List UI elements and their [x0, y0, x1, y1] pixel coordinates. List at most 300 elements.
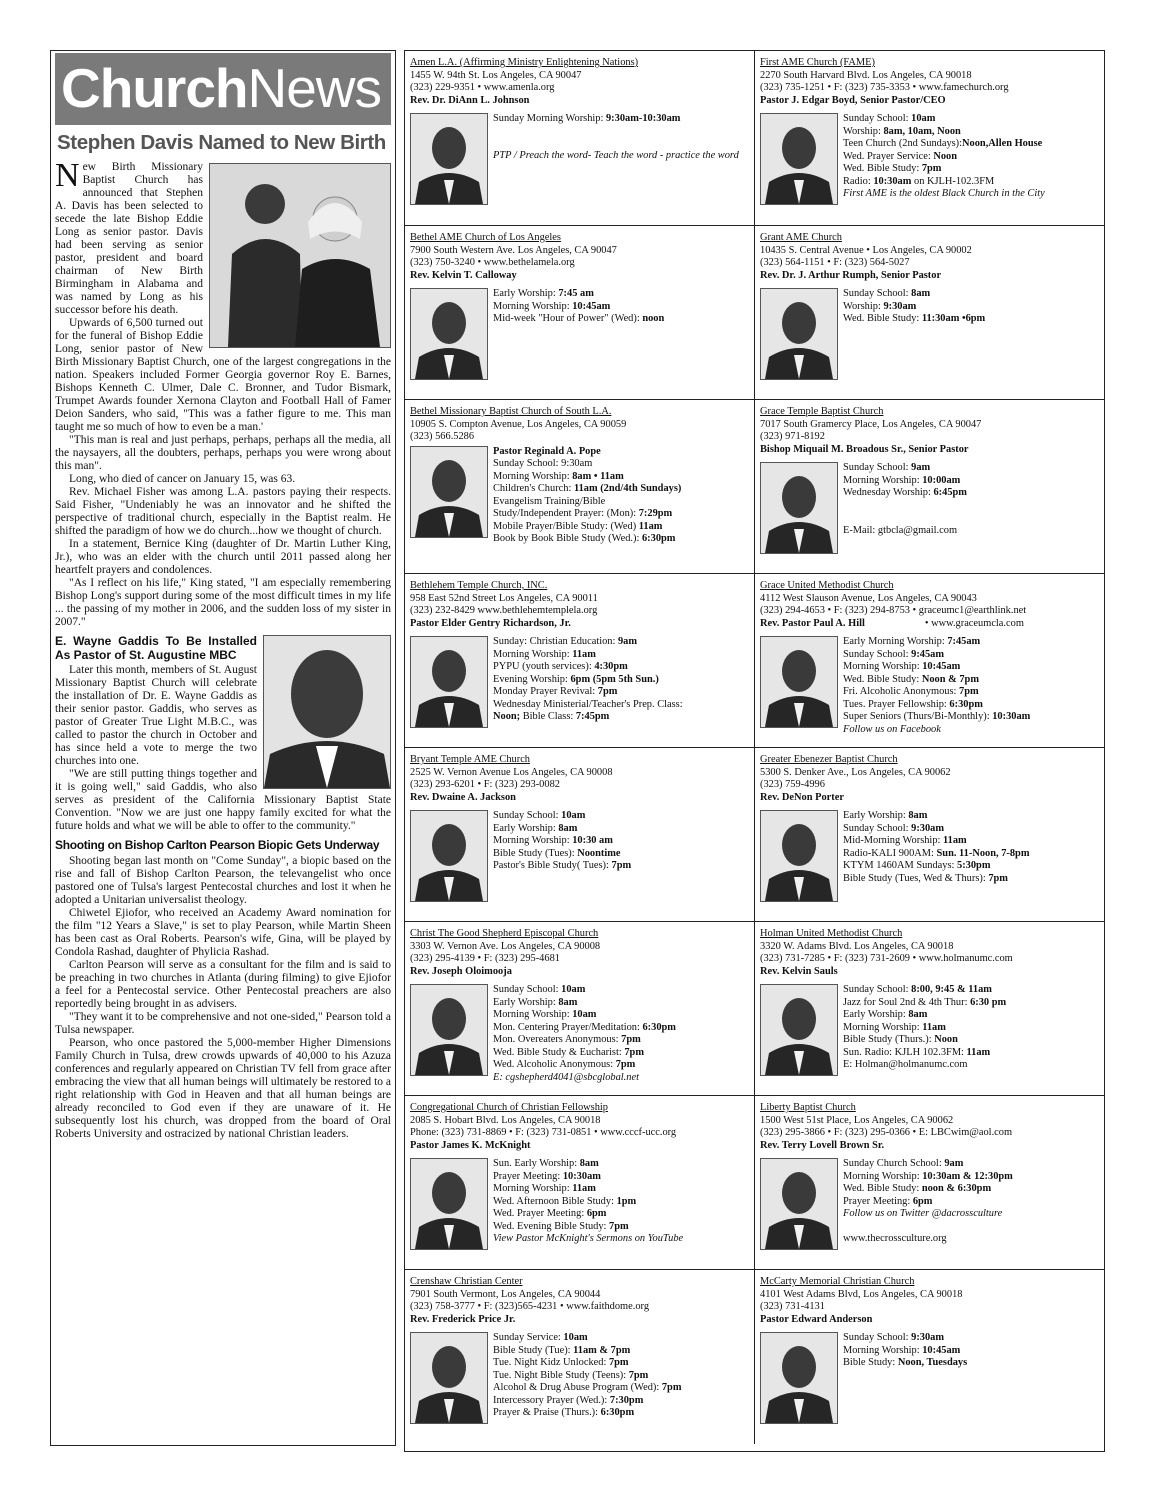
schedule-row	[493, 1407, 750, 1420]
schedule-time: 10:30 am	[572, 835, 613, 846]
schedule-label: Morning Worship:	[843, 1344, 923, 1356]
pastor-name	[410, 95, 750, 108]
church-name[interactable]: Congregational Church of Christian Fellowship	[410, 1102, 608, 1113]
church-contact-line: 2270 South Harvard Blvd. Los Angeles, CA 90018	[760, 69, 972, 81]
church-contact-line: (323) 293-6201 • F: (323) 293-0082	[410, 779, 560, 790]
pastor-name-text: Rev. Kelvin Sauls	[760, 965, 838, 977]
schedule-label: Sunday School:	[843, 462, 912, 473]
church-card	[755, 1096, 1105, 1270]
schedule-label: Morning Worship:	[493, 1009, 573, 1020]
schedule-label: Morning Worship:	[843, 661, 923, 672]
schedule-label: Children's Church:	[493, 483, 574, 494]
service-schedule	[843, 1158, 1101, 1250]
schedule-time: 7:45 am	[558, 288, 594, 299]
church-contact-line: 958 East 52nd Street Los Angeles, CA 90011	[410, 592, 598, 604]
schedule-row	[493, 288, 750, 301]
church-contact-line: (323) 295-4139 • F: (323) 295-4681	[410, 953, 560, 964]
schedule-time: 10:45am	[922, 1344, 961, 1356]
schedule-label: Morning Worship:	[493, 1183, 573, 1194]
schedule-time: 7pm	[611, 860, 632, 871]
schedule-suffix: on KJLH-102.3FM	[911, 175, 995, 187]
church-card	[405, 574, 755, 748]
church-name[interactable]: First AME Church (FAME)	[760, 57, 875, 68]
schedule-time: 7pm	[624, 1046, 644, 1058]
service-schedule	[493, 810, 750, 902]
schedule-time: 5:30pm	[957, 860, 991, 871]
church-name[interactable]: Grant AME Church	[760, 232, 842, 243]
schedule-row	[843, 1183, 1101, 1196]
schedule-label: Evening Worship:	[493, 673, 571, 685]
schedule-row	[843, 462, 1101, 475]
schedule-time: 8am	[579, 1158, 599, 1169]
schedule-time: Sun. 11-Noon, 7-8pm	[936, 847, 1030, 859]
pastor-photo	[760, 288, 838, 380]
schedule-time: Noon	[934, 1034, 958, 1045]
pastor-portrait-icon	[761, 463, 837, 553]
schedule-time: 10am	[563, 1332, 588, 1343]
schedule-label: Sunday School:	[493, 984, 562, 995]
schedule-row	[493, 1059, 750, 1072]
pastor-name-text: Pastor J. Edgar Boyd, Senior Pastor/CEO	[760, 94, 946, 106]
photo-gaddis	[263, 635, 391, 789]
schedule-row	[843, 500, 1101, 513]
article-paragraph: Rev. Michael Fisher was among L.A. pastors paying their respects. Said Fisher, "Undeniably he was an innovator and he shifted the perspective of traditional church, especially in the Baptist realm. He shifted the paradigm of how we do church...how we thought of church.	[55, 486, 391, 537]
schedule-time: 7pm	[628, 1369, 649, 1381]
church-card	[755, 51, 1105, 226]
pastor-name	[410, 1314, 750, 1327]
schedule-row	[843, 475, 1101, 488]
service-schedule	[493, 288, 750, 380]
schedule-label: Morning Worship:	[843, 474, 923, 486]
pastor-photo	[410, 1332, 488, 1424]
schedule-time: 10:30am	[992, 711, 1031, 722]
schedule-time: 8am	[558, 996, 578, 1008]
schedule-time: 8am	[911, 288, 931, 299]
church-body	[410, 446, 750, 546]
pastor-name-text: Rev. Kelvin T. Calloway	[410, 269, 517, 281]
church-contact-line: 7900 South Western Ave. Los Angeles, CA 90047	[410, 244, 617, 256]
schedule-row	[843, 686, 1101, 699]
schedule-row	[493, 835, 750, 848]
schedule-time: 7pm	[615, 1059, 636, 1070]
schedule-time: 6:30pm	[641, 533, 676, 544]
schedule-row	[493, 674, 750, 687]
schedule-row	[843, 674, 1101, 687]
schedule-label: Wed. Prayer Meeting:	[493, 1208, 587, 1219]
church-name[interactable]: Christ The Good Shepherd Episcopal Church	[410, 928, 599, 939]
pastor-photo	[760, 1332, 838, 1424]
article-paragraph: Upwards of 6,500 turned out for the funeral of Bishop Eddie Long, senior pastor of New Birth Missionary Baptist Church, one of the largest congregations in the nation. Speakers included Former Georgia governor Roy E. Barnes, Bishops Kenneth C. Ulmer, Dale C. Bronner, and Tudor Bismark, Trumpet Awards founder Xernona Clayton and Football Hall of Famer Deion Sanders, who said, "This was a father figure to me. This man taught me so much of how to even be a man.'	[55, 317, 391, 433]
schedule-label: Study/Independent Prayer: (Mon):	[493, 508, 639, 519]
pastor-photo	[410, 810, 488, 902]
schedule-time: 7:45am	[947, 636, 981, 647]
church-card	[755, 1270, 1105, 1444]
schedule-suffix: Bible Class:	[520, 711, 576, 722]
schedule-row	[843, 1357, 1101, 1370]
schedule-time: 6:45pm	[933, 487, 967, 498]
pastor-portrait-icon	[411, 114, 487, 204]
church-body	[760, 1158, 1101, 1250]
schedule-label: Pastor's Bible Study( Tues):	[493, 860, 612, 871]
schedule-row	[843, 1158, 1101, 1171]
schedule-time: 10:45am	[922, 661, 961, 672]
schedule-label: Wed. Afternoon Bible Study:	[493, 1195, 617, 1207]
schedule-row	[493, 458, 750, 471]
pastor-portrait-icon	[411, 1159, 487, 1249]
schedule-label: Sunday: Christian Education:	[493, 636, 618, 647]
church-contact-line: 2525 W. Vernon Avenue Los Angeles, CA 90008	[410, 766, 613, 778]
pastor-portrait-icon	[761, 1333, 837, 1423]
schedule-time: 4:30pm	[594, 661, 628, 672]
schedule-label: Bible Study (Tues):	[493, 847, 578, 859]
schedule-row	[493, 1382, 750, 1395]
church-contact-line: (323) 294-4653 • F: (323) 294-8753 • graceumc1@earthlink.net	[760, 605, 1027, 616]
church-contact-line: (323) 735-1251 • F: (323) 735-3353 • www.famechurch.org	[760, 82, 1009, 93]
church-contact-line: 10905 S. Compton Avenue, Los Angeles, CA 90059	[410, 418, 627, 430]
pastor-name-text: Pastor James K. McKnight	[410, 1139, 531, 1151]
schedule-row	[493, 984, 750, 997]
schedule-label: Sunday School:	[843, 984, 912, 995]
service-schedule	[493, 636, 750, 728]
schedule-label: Jazz for Soul 2nd & 4th Thur:	[843, 996, 971, 1008]
masthead	[55, 53, 391, 125]
church-name[interactable]: McCarty Memorial Christian Church	[760, 1276, 915, 1287]
church-body	[760, 1332, 1101, 1424]
church-name[interactable]: Grace United Methodist Church	[760, 580, 894, 591]
schedule-label: Early Morning Worship:	[843, 636, 948, 647]
church-contact-line: 10435 S. Central Avenue • Los Angeles, CA 90002	[760, 244, 972, 256]
main-headline: Stephen Davis Named to New Birth	[57, 131, 386, 154]
schedule-row	[843, 487, 1101, 500]
article-paragraph: Shooting began last month on "Come Sunday", a biopic based on the rise and fall of Bishop Carlton Pearson, the televangelist who once pastored one of Tulsa's largest Pentecostal churches and lost it when he adopted a Unitarian universalist theology.	[55, 854, 391, 906]
schedule-label: Early Worship:	[493, 822, 559, 834]
church-note: E: cgshepherd4041@sbcglobal.net	[493, 1071, 639, 1083]
schedule-row	[843, 1171, 1101, 1184]
church-body	[760, 288, 1101, 380]
schedule-time: Noon & 7pm	[921, 673, 979, 685]
pastor-photo	[410, 446, 488, 538]
church-contact-line: (323) 566.5286	[410, 431, 475, 442]
schedule-label: Sunday School:	[843, 113, 912, 124]
schedule-time: 11:30am •6pm	[921, 313, 986, 324]
church-contact-line: (323) 232-8429 www.bethlehemtemplela.org	[410, 605, 598, 616]
church-card	[755, 574, 1105, 748]
schedule-label: Intercessory Prayer (Wed.):	[493, 1394, 610, 1406]
schedule-row	[843, 1196, 1101, 1209]
pastor-name-text: Pastor Elder Gentry Richardson, Jr.	[410, 617, 571, 629]
pastor-portrait-icon	[411, 811, 487, 901]
church-name[interactable]: Bryant Temple AME Church	[410, 754, 530, 765]
schedule-time: 9am	[911, 462, 931, 473]
church-contact-line: 4112 West Slauson Avenue, Los Angeles, CA 90043	[760, 592, 977, 604]
article-paragraph: ew Birth Missionary Baptist Church has announced that Stephen A. Davis has been selected to secede the late Bishop Eddie Long as senior pastor. Davis had been serving as senior pastor, president and board chairman of New Birth Birmingham in Alabama and was named by Long as his successor before his death.	[55, 161, 203, 316]
schedule-row	[493, 1158, 750, 1171]
service-schedule	[493, 446, 750, 546]
church-card	[405, 400, 755, 574]
article-paragraph: Pearson, who once pastored the 5,000-member Higher Dimensions Family Church in Tulsa, drew crowds upwards of 40,000 to his Azuza conferences and regularly appeared on Christian TV fell from grace after embracing the view that all human beings will ultimately be restored to a right relationship with God in Heaven and that all human beings are already reconciled to God even if they are unaware of it. He subsequently lost his church, was dropped from the board of Oral Roberts University and ostracized by national Christian leaders.	[55, 1036, 391, 1140]
schedule-time: 11am & 7pm	[573, 1344, 631, 1356]
schedule-time: 6pm	[586, 1208, 607, 1219]
schedule-time: 9am	[617, 636, 638, 647]
pastor-name	[410, 792, 750, 805]
church-contact-line: 3320 W. Adams Blvd. Los Angeles, CA 90018	[760, 940, 954, 952]
church-contact-line: 2085 S. Hobart Blvd. Los Angeles, CA 90018	[410, 1114, 601, 1126]
schedule-row	[843, 848, 1101, 861]
schedule-time: noon	[642, 313, 665, 324]
church-body	[410, 1332, 750, 1424]
pastor-name	[760, 444, 1101, 457]
schedule-time: 11am	[943, 835, 967, 846]
pastor-name-text: Rev. Frederick Price Jr.	[410, 1313, 516, 1325]
pastor-name	[410, 966, 750, 979]
schedule-time: 6:30pm	[642, 1021, 676, 1033]
article-paragraph: Long, who died of cancer on January 15, was 63.	[69, 473, 296, 485]
pastor-portrait-icon	[411, 985, 487, 1075]
church-note: PTP / Preach the word- Teach the word - practice the word	[493, 150, 739, 161]
church-name[interactable]: Grace Temple Baptist Church	[760, 406, 884, 417]
article2-title: E. Wayne Gaddis To Be Installed As Pastor of St. Augustine MBC	[55, 634, 257, 662]
schedule-row	[843, 176, 1101, 189]
schedule-time: 1pm	[616, 1195, 637, 1207]
schedule-label: Worship:	[843, 300, 884, 312]
schedule-time: Noon	[933, 150, 958, 162]
church-contact-line: (323) 758-3777 • F: (323)565-4231 • www.faithdome.org	[410, 1301, 650, 1312]
pastor-portrait-icon	[761, 637, 837, 727]
schedule-row	[843, 288, 1101, 301]
schedule-time: 8am	[908, 810, 928, 821]
church-contact-line: 7901 South Vermont, Los Angeles, CA 90044	[410, 1288, 601, 1300]
schedule-time: 10:30am & 12:30pm	[922, 1170, 1013, 1182]
schedule-time: 11am	[572, 1183, 596, 1194]
schedule-row	[843, 301, 1101, 314]
schedule-label: Morning Worship:	[493, 300, 573, 312]
schedule-row	[843, 711, 1101, 724]
church-name[interactable]: Liberty Baptist Church	[760, 1102, 856, 1113]
schedule-label: Sunday Church School:	[843, 1158, 945, 1169]
pastor-photo	[410, 113, 488, 205]
schedule-time: Noon,Allen House	[962, 138, 1043, 149]
schedule-label: Mid-Morning Worship:	[843, 835, 943, 846]
schedule-label: Tue. Night Kidz Unlocked:	[493, 1357, 609, 1368]
schedule-label: Morning Worship:	[493, 470, 573, 482]
pastor-photo	[410, 1158, 488, 1250]
church-contact-line: 1455 W. 94th St. Los Angeles, CA 90047	[410, 69, 582, 81]
schedule-row	[843, 699, 1101, 712]
church-card	[405, 226, 755, 400]
schedule-row	[493, 711, 750, 724]
schedule-row	[843, 860, 1101, 873]
schedule-row	[843, 1345, 1101, 1358]
schedule-time: 9:30am	[883, 300, 917, 312]
schedule-row	[843, 1332, 1101, 1345]
church-name[interactable]: Amen L.A. (Affirming Ministry Enlightening Nations)	[410, 57, 639, 68]
schedule-label: Evangelism Training/Bible	[493, 495, 606, 507]
schedule-row	[843, 138, 1101, 151]
schedule-row	[843, 823, 1101, 836]
schedule-time: 11am	[966, 1046, 991, 1058]
article-paragraph: "As I reflect on his life," King stated, "I am especially remembering Bishop Long's support during some of the most difficult times in my life ... the passing of my mother in 2006, and the sudden loss of my sister in 2007."	[55, 577, 391, 628]
church-contact-line: (323) 750-3240 • www.bethelamela.org	[410, 257, 575, 268]
church-name[interactable]: Holman United Methodist Church	[760, 928, 903, 939]
masthead-light: News	[247, 57, 382, 119]
schedule-label: Morning Worship:	[493, 835, 573, 846]
schedule-label: Teen Church (2nd Sundays):	[843, 138, 963, 149]
schedule-label: Early Worship:	[843, 1009, 909, 1020]
church-note: First AME is the oldest Black Church in the City	[843, 188, 1045, 199]
schedule-row	[843, 163, 1101, 176]
church-contact-line: (323) 759-4996	[760, 779, 825, 790]
main-article	[55, 157, 391, 1141]
schedule-label: Wed. Bible Study:	[843, 1183, 922, 1194]
schedule-time: 7pm	[597, 686, 618, 697]
schedule-label: KTYM 1460AM Sundays:	[843, 860, 958, 871]
schedule-label: Monday Prayer Revival:	[493, 686, 598, 697]
schedule-label: Mobile Prayer/Bible Study: (Wed)	[493, 520, 639, 532]
schedule-row	[493, 471, 750, 484]
pastor-portrait-icon	[411, 289, 487, 379]
schedule-label: Bible Study:	[843, 1357, 898, 1368]
schedule-row	[493, 1208, 750, 1221]
church-note: Follow us on Facebook	[843, 723, 941, 735]
schedule-label: Prayer Meeting:	[493, 1170, 563, 1182]
schedule-time: 7:29pm	[638, 508, 673, 519]
schedule-time: 11am	[572, 648, 596, 660]
church-body	[760, 113, 1101, 205]
schedule-label: Early Worship:	[493, 288, 559, 299]
schedule-time: 9am	[944, 1158, 964, 1169]
schedule-time: 11am (2nd/4th Sundays)	[573, 483, 682, 494]
schedule-row	[493, 823, 750, 836]
schedule-label: Early Worship:	[843, 810, 909, 821]
schedule-row	[493, 649, 750, 662]
church-name[interactable]: Bethel Missionary Baptist Church of South L.A.	[410, 406, 612, 417]
schedule-time: 7pm	[921, 163, 942, 174]
church-body	[410, 810, 750, 902]
schedule-time: 9:30am-10:30am	[605, 113, 681, 124]
schedule-label: Early Worship:	[493, 996, 559, 1008]
pastor-portrait-icon	[761, 289, 837, 379]
schedule-label: Prayer Meeting:	[843, 1195, 913, 1207]
schedule-time: 7:30pm	[609, 1394, 644, 1406]
schedule-row	[493, 848, 750, 861]
schedule-row	[843, 997, 1101, 1010]
schedule-time: 10:30am	[873, 175, 912, 187]
article-paragraph: In a statement, Bernice King (daughter of Dr. Martin Luther King, Jr.), who was an elder with the church until 2011 passed along her heartfelt prayers and condolences.	[55, 538, 391, 576]
pastor-portrait-icon	[761, 114, 837, 204]
schedule-row	[493, 1022, 750, 1035]
church-name[interactable]: Bethlehem Temple Church, INC.	[410, 580, 548, 591]
schedule-label: Morning Worship:	[843, 1170, 923, 1182]
church-contact-line: (323) 971-8192	[760, 431, 825, 442]
church-website: • www.graceumcla.com	[924, 617, 1024, 629]
service-schedule	[843, 462, 1101, 554]
schedule-row	[493, 1034, 750, 1047]
pastor-name	[760, 1140, 1101, 1153]
schedule-label: PYPU (youth services):	[493, 661, 595, 672]
pastor-portrait-icon	[411, 637, 487, 727]
schedule-time: 7:45pm	[575, 711, 610, 722]
schedule-time: 7pm	[621, 1034, 641, 1045]
schedule-time: 11am	[638, 520, 663, 532]
schedule-label: Wed. Alcoholic Anonymous:	[493, 1059, 616, 1070]
church-contact-line: Phone: (323) 731-8869 • F: (323) 731-0851 • www.cccf-ucc.org	[410, 1127, 677, 1138]
pastor-name-text: Pastor Edward Anderson	[760, 1313, 873, 1325]
schedule-time: 6:30 pm	[970, 996, 1007, 1008]
service-schedule	[493, 1332, 750, 1424]
schedule-row	[493, 508, 750, 521]
church-name[interactable]: Crenshaw Christian Center	[410, 1276, 523, 1287]
church-card	[755, 748, 1105, 922]
church-card	[405, 748, 755, 922]
church-card	[405, 922, 755, 1096]
pastor-name	[410, 618, 750, 631]
schedule-time: 8am, 10am, Noon	[883, 125, 961, 137]
news-column	[50, 50, 396, 1446]
schedule-label: Sunday School:	[843, 288, 912, 299]
schedule-row	[493, 661, 750, 674]
church-body	[760, 984, 1101, 1076]
article-paragraph: Chiwetel Ejiofor, who received an Academy Award nomination for the film "12 Years a Slave," is set to play Pearson, while Martin Sheen has been cast as Oral Roberts. Pearson's wife, Gina, will be played by Condola Rashad, daughter of Phylicia Rashad.	[55, 906, 391, 958]
church-contact-line: (323) 731-4131	[760, 1301, 825, 1312]
pastor-name-text: Rev. Dr. DiAnn L. Johnson	[410, 94, 530, 106]
schedule-row	[493, 699, 750, 712]
schedule-row	[843, 984, 1101, 997]
schedule-row	[493, 1196, 750, 1209]
church-body	[760, 462, 1101, 554]
schedule-time: 6:30pm	[949, 698, 983, 710]
schedule-row	[493, 1345, 750, 1358]
schedule-label: Sunday School:	[843, 648, 912, 660]
schedule-time: Noon, Tuesdays	[897, 1357, 968, 1368]
schedule-row	[493, 1047, 750, 1060]
pastor-portrait-icon	[411, 447, 487, 537]
church-body	[760, 810, 1101, 902]
church-contact-line: 7017 South Gramercy Place, Los Angeles, CA 90047	[760, 418, 982, 430]
schedule-time: 9:30am	[911, 1332, 945, 1343]
article-paragraph: "This man is real and just perhaps, perhaps, perhaps all the media, all the naysayers, all the doubters, perhaps, perhaps you were wrong about this man".	[55, 434, 391, 472]
schedule-label: Wednesday Worship:	[843, 487, 934, 498]
church-contact-line: (323) 731-7285 • F: (323) 731-2609 • www.holmanumc.com	[760, 953, 1013, 964]
schedule-label: Fri. Alcoholic Anonymous:	[843, 686, 960, 697]
pastor-photo	[760, 462, 838, 554]
pastor-name-text: Rev. Dwaine A. Jackson	[410, 791, 516, 803]
church-body	[760, 636, 1101, 736]
pastor-photo	[410, 984, 488, 1076]
schedule-row	[493, 1332, 750, 1345]
schedule-time: 9:30am	[911, 822, 945, 834]
church-website[interactable]: www.thecrossculture.org	[843, 1232, 947, 1244]
service-schedule	[843, 113, 1101, 205]
schedule-label: Sunday Morning Worship:	[493, 113, 606, 124]
schedule-label: Wed. Evening Bible Study:	[493, 1220, 610, 1232]
schedule-label: Tues. Prayer Fellowship:	[843, 698, 950, 710]
church-card	[755, 922, 1105, 1096]
pastor-photo	[410, 288, 488, 380]
schedule-row	[843, 810, 1101, 823]
photo-davis-couple	[209, 163, 391, 348]
schedule-time: Pastor Reginald A. Pope	[493, 445, 601, 457]
pastor-photo	[760, 810, 838, 902]
schedule-time: 10am	[572, 1009, 597, 1020]
church-name[interactable]: Bethel AME Church of Los Angeles	[410, 232, 561, 243]
pastor-photo	[760, 636, 838, 728]
schedule-label: Alcohol & Drug Abuse Program (Wed):	[493, 1382, 662, 1393]
service-schedule	[493, 984, 750, 1084]
pastor-photo	[760, 984, 838, 1076]
couple-photo-icon	[210, 164, 390, 347]
gaddis-photo-icon	[264, 636, 390, 788]
church-name[interactable]: Greater Ebenezer Baptist Church	[760, 754, 898, 765]
